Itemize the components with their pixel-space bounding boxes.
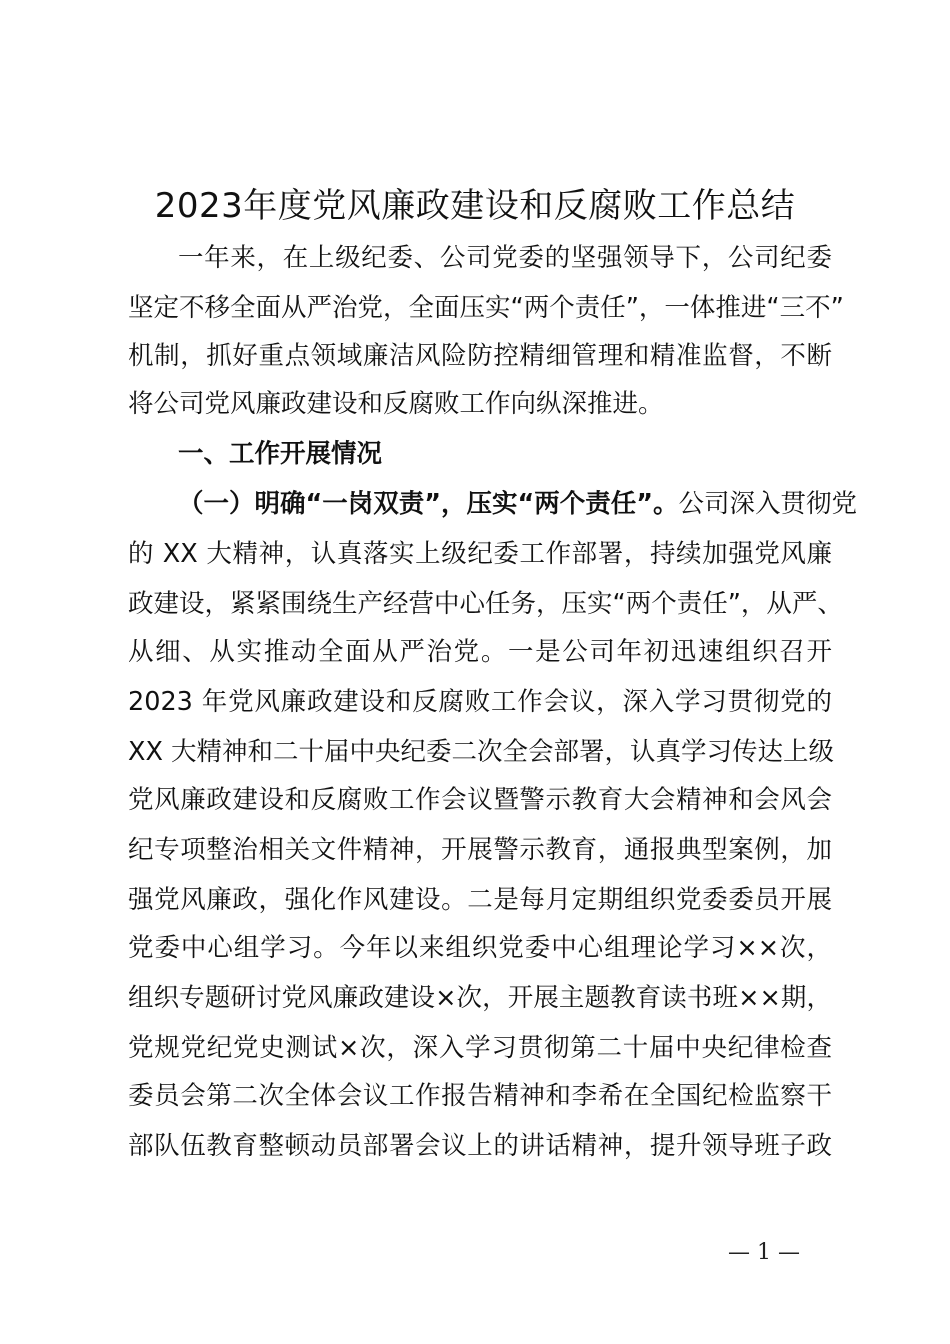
body-line: 党风廉政建设和反腐败工作会议暨警示教育大会精神和会风会 bbox=[128, 785, 832, 815]
body-line: 部队伍教育整顿动员部署会议上的讲话精神，提升领导班子政 bbox=[128, 1131, 832, 1161]
body-line: 组织专题研讨党风廉政建设×次，开展主题教育读书班××期， bbox=[128, 983, 832, 1013]
body-line: 从细、从实推动全面从严治党。一是公司年初迅速组织召开 bbox=[128, 637, 832, 667]
intro-line: 一年来，在上级纪委、公司党委的坚强领导下，公司纪委 bbox=[178, 243, 832, 273]
body-line: 党委中心组学习。今年以来组织党委中心组理论学习××次， bbox=[128, 933, 832, 963]
body-line: 纪专项整治相关文件精神，开展警示教育，通报典型案例，加 bbox=[128, 835, 832, 865]
body-line: 的 XX 大精神，认真落实上级纪委工作部署，持续加强党风廉 bbox=[128, 539, 832, 569]
body-line: 强党风廉政，强化作风建设。二是每月定期组织党委委员开展 bbox=[128, 885, 832, 915]
subsection-heading: （一）明确“一岗双责”，压实“两个责任”。 bbox=[178, 489, 679, 519]
body-line: 党规党纪党史测试×次，深入学习贯彻第二十届中央纪律检查 bbox=[128, 1033, 832, 1063]
body-line: XX 大精神和二十届中央纪委二次全会部署，认真学习传达上级 bbox=[128, 737, 835, 767]
intro-line: 机制，抓好重点领域廉洁风险防控精细管理和精准监督，不断 bbox=[128, 341, 832, 371]
intro-line: 坚定不移全面从严治党，全面压实“两个责任”，一体推进“三不” bbox=[128, 293, 844, 323]
section-heading: 一、工作开展情况 bbox=[178, 439, 383, 469]
intro-line: 将公司党风廉政建设和反腐败工作向纵深推进。 bbox=[128, 389, 664, 419]
body-line: 2023 年党风廉政建设和反腐败工作会议，深入学习贯彻党的 bbox=[128, 687, 832, 717]
subsection-first-line bbox=[178, 486, 858, 522]
page-number: — 1 — bbox=[728, 1240, 800, 1265]
body-line: 委员会第二次全体会议工作报告精神和李希在全国纪检监察干 bbox=[128, 1081, 832, 1111]
subsection-first-line-text: 公司深入贯彻党 bbox=[678, 489, 858, 519]
body-line: 政建设，紧紧围绕生产经营中心任务，压实“两个责任”，从严、 bbox=[128, 589, 843, 619]
document-title: 2023年度党风廉政建设和反腐败工作总结 bbox=[154, 186, 796, 226]
